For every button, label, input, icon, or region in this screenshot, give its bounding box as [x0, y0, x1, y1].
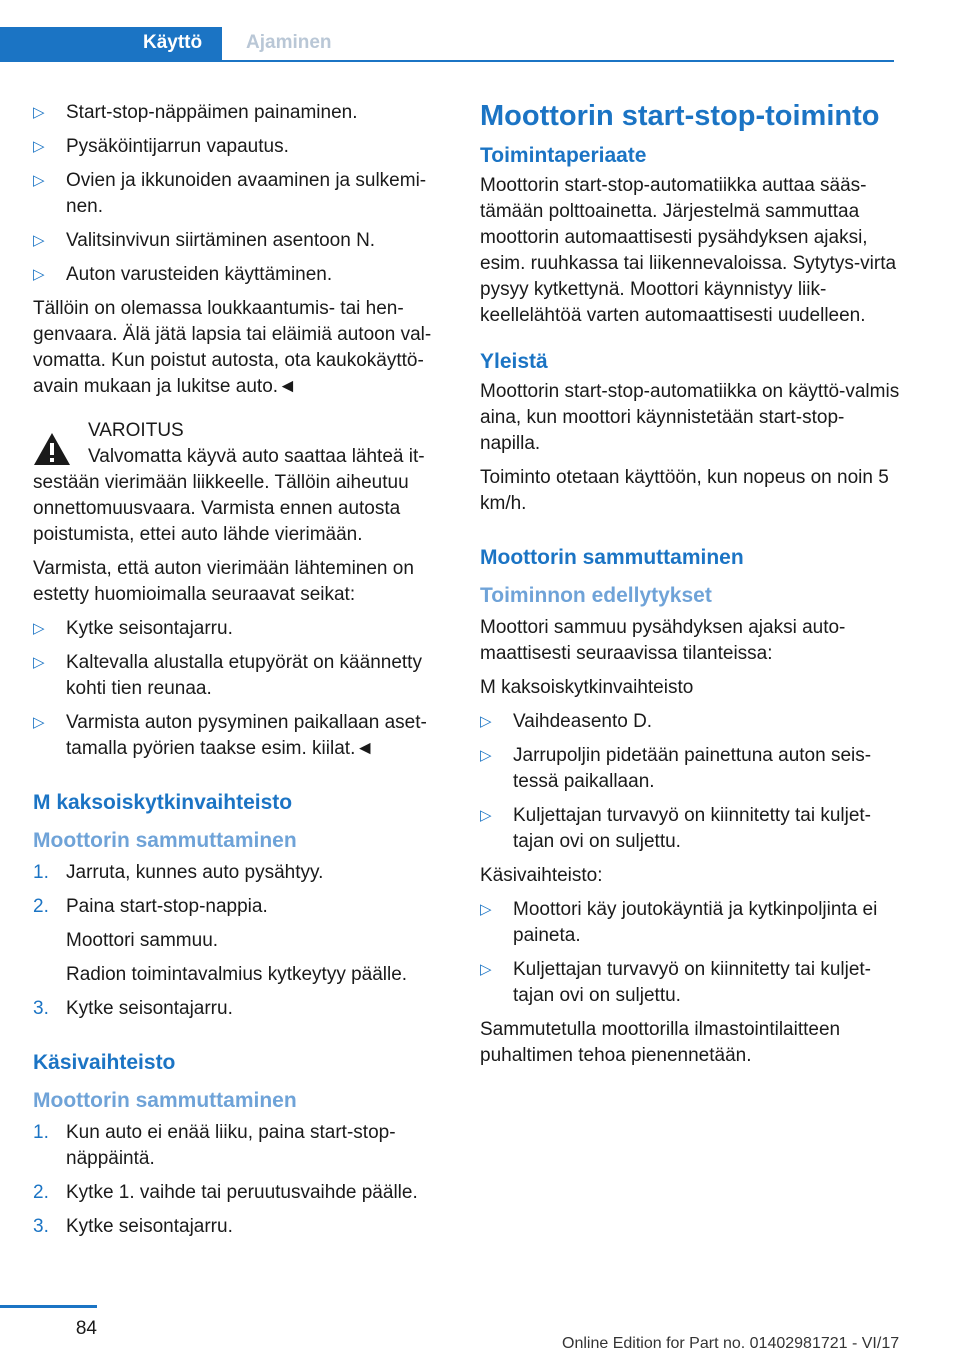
triangle-bullet-icon: ▷ — [33, 172, 45, 189]
list-item: ▷ Kuljettajan turvavyö on kiinnitetty tai kuljet‐tajan ovi on suljettu. — [480, 959, 872, 1006]
page-title: Moottorin start-stop-toiminto — [480, 100, 880, 132]
list-item: 2. Paina start-stop-nappia. — [33, 896, 268, 917]
triangle-bullet-icon: ▷ — [33, 714, 45, 731]
triangle-bullet-icon: ▷ — [480, 961, 492, 978]
triangle-bullet-icon: ▷ — [33, 654, 45, 671]
paragraph: Sammutetulla moottorilla ilmastointilaitteen puhaltimen tehoa pienennetään. — [480, 1019, 841, 1066]
section-heading: Moottorin sammuttaminen — [480, 546, 744, 569]
list-item: 2. Kytke 1. vaihde tai peruutusvaihde päälle. — [33, 1182, 418, 1203]
paragraph: Moottorin start-stop-automatiikka auttaa sääs‐tämään polttoainetta. Järjestelmä sammuttaa moottorin automaattisesti pysähdyksen ajaksi, esim. ruuhkassa tai liikennevaloissa. Sytytys‐virta pysyy kytkettynä. Moottori käynnistyy liik‐keellelähtöä varten automaattisesti uudelleen. — [480, 175, 897, 326]
triangle-bullet-icon: ▷ — [480, 901, 492, 918]
section-heading: M kaksoiskytkinvaihteisto — [33, 791, 293, 814]
warning-text: sestään vierimään liikkeelle. Tällöin aiheutuu onnettomuusvaara. Varmista ennen autosta poistumista, ettei auto lähde vierimään. — [33, 472, 409, 545]
page-header — [0, 0, 894, 62]
warning-block — [33, 418, 453, 548]
warning-icon — [33, 432, 71, 466]
triangle-bullet-icon: ▷ — [33, 620, 45, 637]
paragraph: M kaksoiskytkinvaihteisto — [480, 677, 694, 698]
subsection-heading: Moottorin sammuttaminen — [33, 829, 297, 852]
paragraph: Moottorin start-stop-automatiikka on käyttö‐valmis aina, kun moottori käynnistetään start-stop-napilla. — [480, 381, 900, 454]
list-item: ▷ Start-stop-näppäimen painaminen. — [33, 100, 453, 126]
list-item: ▷ Varmista auton pysyminen paikallaan aset‐tamalla pyörien taakse esim. kiilat.◄ — [33, 712, 427, 759]
list-item: ▷ Vaihdeasento D. — [480, 709, 900, 735]
list-item: 1. Jarruta, kunnes auto pysähtyy. — [33, 862, 324, 883]
right-column — [480, 100, 900, 1077]
list-item: ▷ Valitsinvivun siirtäminen asentoon N. — [33, 228, 453, 254]
warning-text-line: Valvomatta käyvä auto saattaa lähteä it‐ — [88, 446, 425, 467]
section-heading: Toimintaperiaate — [480, 144, 647, 167]
header-rule — [0, 60, 894, 62]
triangle-bullet-icon: ▷ — [480, 713, 492, 730]
list-item: 3. Kytke seisontajarru. — [33, 1216, 233, 1237]
triangle-bullet-icon: ▷ — [33, 232, 45, 249]
list-item: ▷ Pysäköintijarrun vapautus. — [33, 134, 453, 160]
triangle-bullet-icon: ▷ — [480, 807, 492, 824]
step-note: Radion toimintavalmius kytkeytyy päälle. — [66, 964, 408, 985]
subsection-heading: Moottorin sammuttaminen — [33, 1089, 297, 1112]
paragraph: Moottori sammuu pysähdyksen ajaksi auto‐maattisesti seuraavissa tilanteissa: — [480, 617, 846, 664]
list-item: ▷ Auton varusteiden käyttäminen. — [33, 262, 453, 288]
paragraph: Varmista, että auton vierimään lähteminen on estetty huomioimalla seuraavat seikat: — [33, 558, 414, 605]
step-note: Moottori sammuu. — [66, 930, 219, 951]
edition-text: Online Edition for Part no. 01402981721 - VI/17 — [562, 1335, 900, 1352]
left-column — [33, 100, 453, 1248]
list-item: 1. Kun auto ei enää liiku, paina start-stop-näppäintä. — [33, 1122, 396, 1169]
tab-kaytto-label: Käyttö — [143, 32, 203, 53]
paragraph: Käsivaihteisto: — [480, 865, 603, 886]
list-item: ▷ Kaltevalla alustalla etupyörät on käännetty kohti tien reunaa. — [33, 652, 422, 699]
list-item: 3. Kytke seisontajarru. — [33, 998, 233, 1019]
subsection-heading: Toiminnon edellytykset — [480, 584, 712, 607]
list-item: ▷ Moottori käy joutokäyntiä ja kytkinpoljinta ei paineta. — [480, 899, 878, 946]
triangle-bullet-icon: ▷ — [33, 138, 45, 155]
triangle-bullet-icon: ▷ — [33, 266, 45, 283]
tab-kaytto[interactable] — [0, 27, 222, 60]
tab-ajaminen[interactable] — [222, 27, 894, 60]
tab-ajaminen-label: Ajaminen — [246, 32, 332, 53]
list-item: ▷ Jarrupoljin pidetään painettuna auton seis‐tessä paikallaan. — [480, 745, 872, 792]
footer-rule — [0, 1305, 97, 1308]
paragraph: Toiminto otetaan käyttöön, kun nopeus on noin 5 km/h. — [480, 467, 889, 514]
triangle-bullet-icon: ▷ — [480, 747, 492, 764]
list-item: ▷ Kytke seisontajarru. — [33, 616, 453, 642]
paragraph: Tällöin on olemassa loukkaantumis- tai hen‐genvaara. Älä jätä lapsia tai eläimiä autoon val‐vomatta. Kun poistut autosta, ota kaukokäyttö‐avain mukaan ja lukitse auto.◄ — [33, 298, 432, 397]
list-item: ▷ Ovien ja ikkunoiden avaaminen ja sulkemi‐nen. — [33, 170, 427, 217]
warning-title: VAROITUS — [88, 420, 184, 441]
page-number: 84 — [75, 1318, 97, 1339]
section-heading: Yleistä — [480, 350, 548, 373]
list-item: ▷ Kuljettajan turvavyö on kiinnitetty tai kuljet‐tajan ovi on suljettu. — [480, 805, 872, 852]
section-heading: Käsivaihteisto — [33, 1051, 176, 1074]
triangle-bullet-icon: ▷ — [33, 104, 45, 121]
